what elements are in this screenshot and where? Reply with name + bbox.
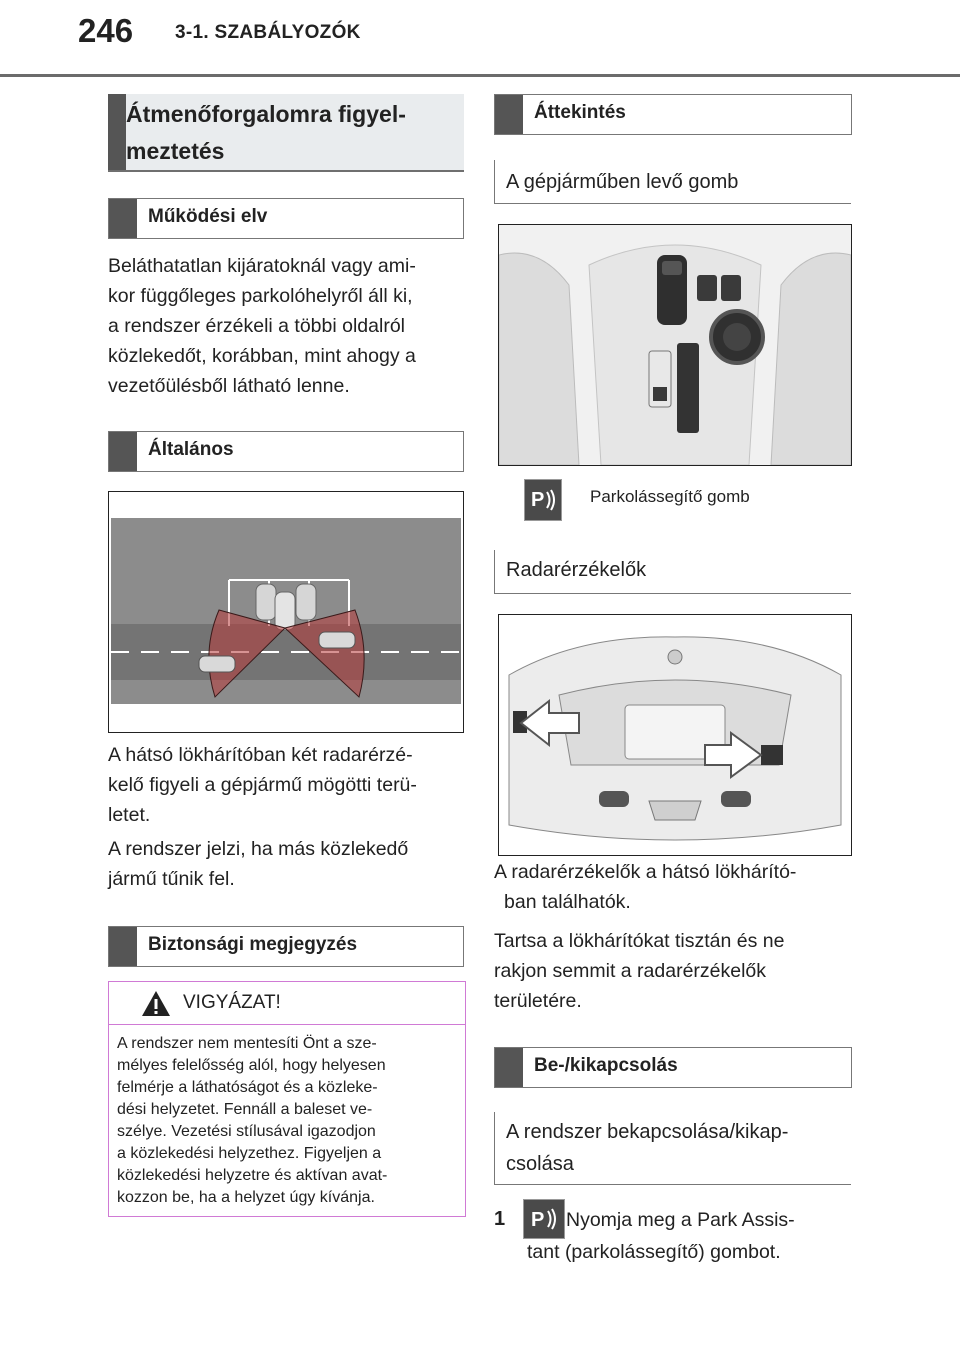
step-number: 1 [494, 1208, 506, 1230]
warning-box [108, 981, 466, 1217]
text-line: Tartsa a lökhárítókat tisztán és ne [494, 930, 785, 952]
section-heading [108, 94, 464, 172]
section-title-line2: meztetés [126, 138, 225, 164]
subheading-general [108, 431, 464, 472]
text-line: A hátsó lökhárítóban két radarérzé- [108, 744, 413, 766]
subheading-principle-label: Működési elv [148, 206, 268, 227]
subheading-on-off [494, 1047, 852, 1088]
text-line: A rendszer nem mentesíti Önt a sze- [117, 1035, 377, 1052]
text-line: letet. [108, 804, 151, 826]
page-number: 246 [78, 12, 134, 49]
text-line: kozzon be, ha a helyzet úgy kívánja. [117, 1189, 375, 1206]
subheading-bar [109, 432, 137, 471]
subheading-overview-label: Áttekintés [534, 102, 626, 123]
rear-bumper-illustration [498, 614, 852, 856]
subheading-bar [495, 95, 523, 134]
text-line: Beláthatatlan kijáratoknál vagy ami- [108, 255, 416, 277]
text-line: mélyes felelősség alól, hogy helyesen [117, 1057, 386, 1074]
text-line: jármű tűnik fel. [108, 868, 235, 890]
heading-switch-line1: A rendszer bekapcsolása/kikap- [506, 1121, 789, 1143]
text-line: Nyomja meg a Park Assis- [566, 1209, 795, 1231]
text-line: tant (parkolássegítő) gombot. [527, 1241, 781, 1263]
subheading-overview [494, 94, 852, 135]
warning-title: VIGYÁZAT! [183, 992, 281, 1013]
heading-switch-line2: csolása [506, 1153, 574, 1175]
sensor-paragraph [108, 740, 468, 830]
rear-bumper-image [499, 615, 851, 855]
text-line: A radarérzékelők a hátsó lökhárító- [494, 861, 797, 883]
intro-paragraph [108, 251, 468, 401]
step-park-assist-icon [523, 1199, 565, 1239]
text-line: szélye. Vezetési stílusával igazodjon [117, 1123, 376, 1140]
parking-scene-image [109, 492, 463, 732]
text-line: közlekedési helyzetre és aktívan avat- [117, 1167, 388, 1184]
heading-radar-sensors [494, 550, 851, 594]
text-line: kor függőleges parkolóhelyről áll ki, [108, 285, 413, 307]
radar-location-paragraph [494, 857, 854, 917]
subheading-safety [108, 926, 464, 967]
text-line: a közlekedési helyzethez. Figyeljen a [117, 1145, 382, 1162]
warning-header [109, 982, 465, 1025]
header-divider [0, 74, 960, 77]
text-line: ban találhatók. [504, 891, 631, 913]
svg-text:P: P [531, 1209, 545, 1231]
warning-triangle-icon [141, 990, 171, 1017]
text-line: területére. [494, 990, 582, 1012]
subheading-bar [109, 927, 137, 966]
heading-vehicle-button [494, 160, 851, 204]
text-line: vezetőülésből látható lenne. [108, 375, 350, 397]
chapter-title: 3-1. SZABÁLYOZÓK [175, 22, 361, 43]
parking-p-icon [525, 480, 561, 520]
warning-text [117, 1033, 462, 1209]
text-line: kelő figyeli a gépjármű mögötti terü- [108, 774, 417, 796]
heading-vehicle-button-text: A gépjárműben levő gomb [506, 171, 739, 193]
section-heading-bar [108, 94, 126, 170]
text-line: A rendszer jelzi, ha más közlekedő [108, 838, 409, 860]
svg-text:P: P [531, 489, 545, 511]
subheading-principle [108, 198, 464, 239]
step-instruction-continued [527, 1237, 857, 1267]
cross-traffic-illustration [108, 491, 464, 733]
text-line: felmérje a láthatóságot és a közleke- [117, 1079, 378, 1096]
parking-p-icon [524, 1200, 564, 1238]
park-assist-button-icon [524, 479, 562, 521]
text-line: rakjon semmit a radarérzékelők [494, 960, 767, 982]
heading-radar-sensors-text: Radarérzékelők [506, 559, 647, 581]
subheading-safety-label: Biztonsági megjegyzés [148, 934, 358, 955]
console-image [499, 225, 851, 465]
heading-switch-system [494, 1112, 851, 1185]
center-console-illustration [498, 224, 852, 466]
section-title-line1: Átmenőforgalomra figyel- [126, 101, 406, 127]
subheading-on-off-label: Be-/kikapcsolás [534, 1055, 678, 1076]
text-line: dési helyzetet. Fennáll a baleset ve- [117, 1101, 373, 1118]
keep-clean-paragraph [494, 926, 854, 1016]
subheading-bar [109, 199, 137, 238]
signal-paragraph [108, 834, 468, 894]
text-line: a rendszer érzékeli a többi oldalról [108, 315, 405, 337]
subheading-bar [495, 1048, 523, 1087]
park-assist-button-caption: Parkolássegítő gomb [590, 487, 750, 506]
subheading-general-label: Általános [148, 439, 234, 460]
step-instruction [566, 1205, 866, 1235]
text-line: közlekedőt, korábban, mint ahogy a [108, 345, 416, 367]
